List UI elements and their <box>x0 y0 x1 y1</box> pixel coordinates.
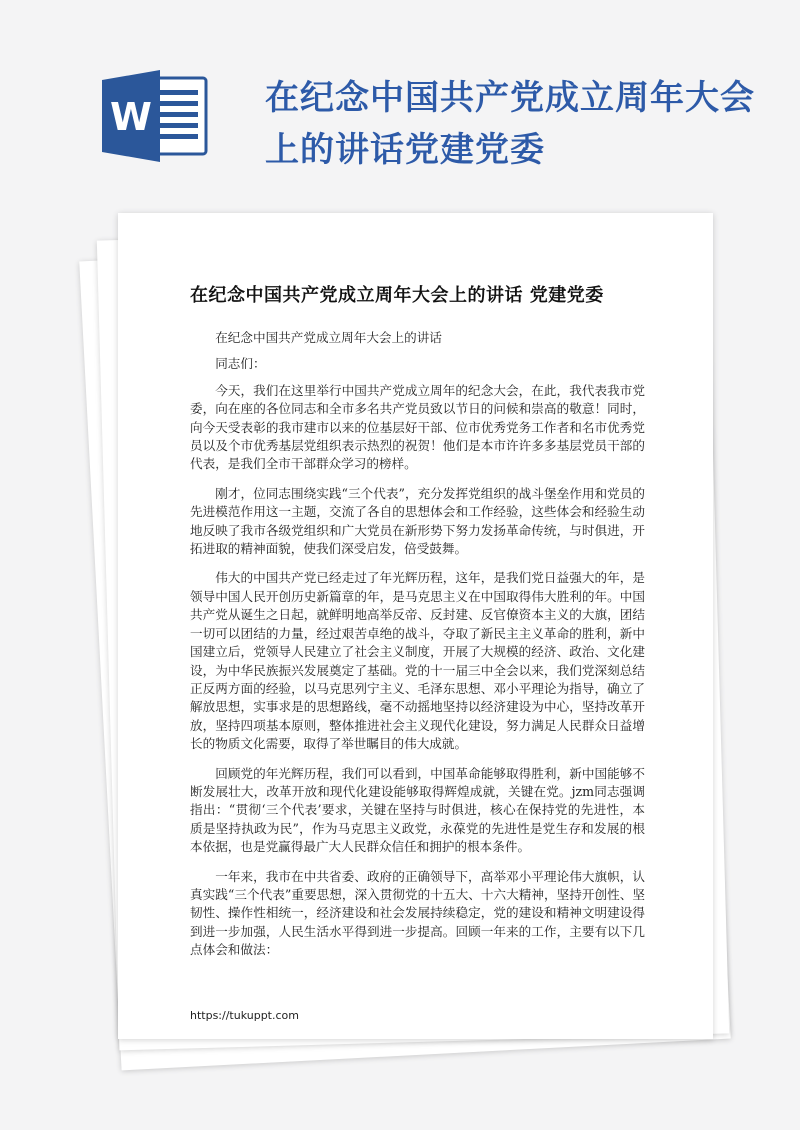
document-body <box>190 329 645 971</box>
document-title: 在纪念中国共产党成立周年大会上的讲话 党建党委 <box>190 285 604 306</box>
page-header-title: 在纪念中国共产党成立周年大会上的讲话党建党委 <box>265 78 755 170</box>
paragraph: 伟大的中国共产党已经走过了年光辉历程，这年，是我们党日益强大的年，是领导中国人民开创历史新篇章的年，是马克思主义在中国取得伟大胜利的年。中国共产党从诞生之日起，就鲜明地高举反帝、反封建、反官僚资本主义的大旗，团结一切可以团结的力量，经过艰苦卓绝的战斗，夺取了新民主主义革命的胜利，新中国建立后，党领导人民建立了社会主义制度，开展了大规模的经济、政治、文化建设，为中华民族振兴发展奠定了基础。党的十一届三中全会以来，我们党深刻总结正反两方面的经验，以马克思列宁主义、毛泽东思想、邓小平理论为指导，确立了解放思想，实事求是的思想路线，毫不动摇地坚持以经济建设为中心，坚持改革开放，坚持四项基本原则，整体推进社会主义现代化建设，努力满足人民群众日益增长的物质文化需要，取得了举世瞩目的伟大成就。 <box>190 570 645 752</box>
svg-text:W: W <box>110 95 152 139</box>
paragraph: 一年来，我市在中共省委、政府的正确领导下，高举邓小平理论伟大旗帜，认真实践“三个代表”重要思想，深入贯彻党的十五大、十六大精神，坚持开创性、坚韧性、操作性相统一，经济建设和社会发展持续稳定，党的建设和精神文明建设得到进一步加强，人民生活水平得到进一步提高。回顾一年来的工作，主要有以下几点体会和做法： <box>190 868 645 958</box>
paragraph: 回顾党的年光辉历程，我们可以看到，中国革命能够取得胜利，新中国能够不断发展壮大，改革开放和现代化建设能够取得辉煌成就，关键在党。jzm同志强调指出：“贯彻‘三个代表’要求，关键在坚持与时俱进，核心在保持党的先进性，本质是坚持执政为民”，作为马克思主义政党，永葆党的先进性是党生存和发展的根本依据，也是党赢得最广大人民群众信任和拥护的根本条件。 <box>190 765 645 855</box>
salutation: 同志们： <box>215 356 266 372</box>
document-page <box>118 213 713 1039</box>
paragraph: 刚才，位同志围绕实践“三个代表”，充分发挥党组织的战斗堡垒作用和党员的先进模范作用这一主题，交流了各自的思想体会和工作经验，这些体会和经验生动地反映了我市各级党组织和广大党员在新形势下努力发扬革命传统，与时俱进，开拓进取的精神面貌，使我们深受启发，倍受鼓舞。 <box>190 485 645 557</box>
footer-url[interactable]: https://tukuppt.com <box>190 1009 299 1022</box>
word-icon <box>98 68 210 164</box>
document-subtitle: 在纪念中国共产党成立周年大会上的讲话 <box>215 330 442 345</box>
paragraph: 今天，我们在这里举行中国共产党成立周年的纪念大会，在此，我代表我市党委，向在座的各位同志和全市多名共产党员致以节日的问候和崇高的敬意！同时，向今天受表彰的我市建市以来的位基层好干部、位市优秀党务工作者和名市优秀党员以及个市优秀基层党组织表示热烈的祝贺！他们是本市许许多多基层党员干部的代表，是我们全市干部群众学习的榜样。 <box>190 382 645 472</box>
